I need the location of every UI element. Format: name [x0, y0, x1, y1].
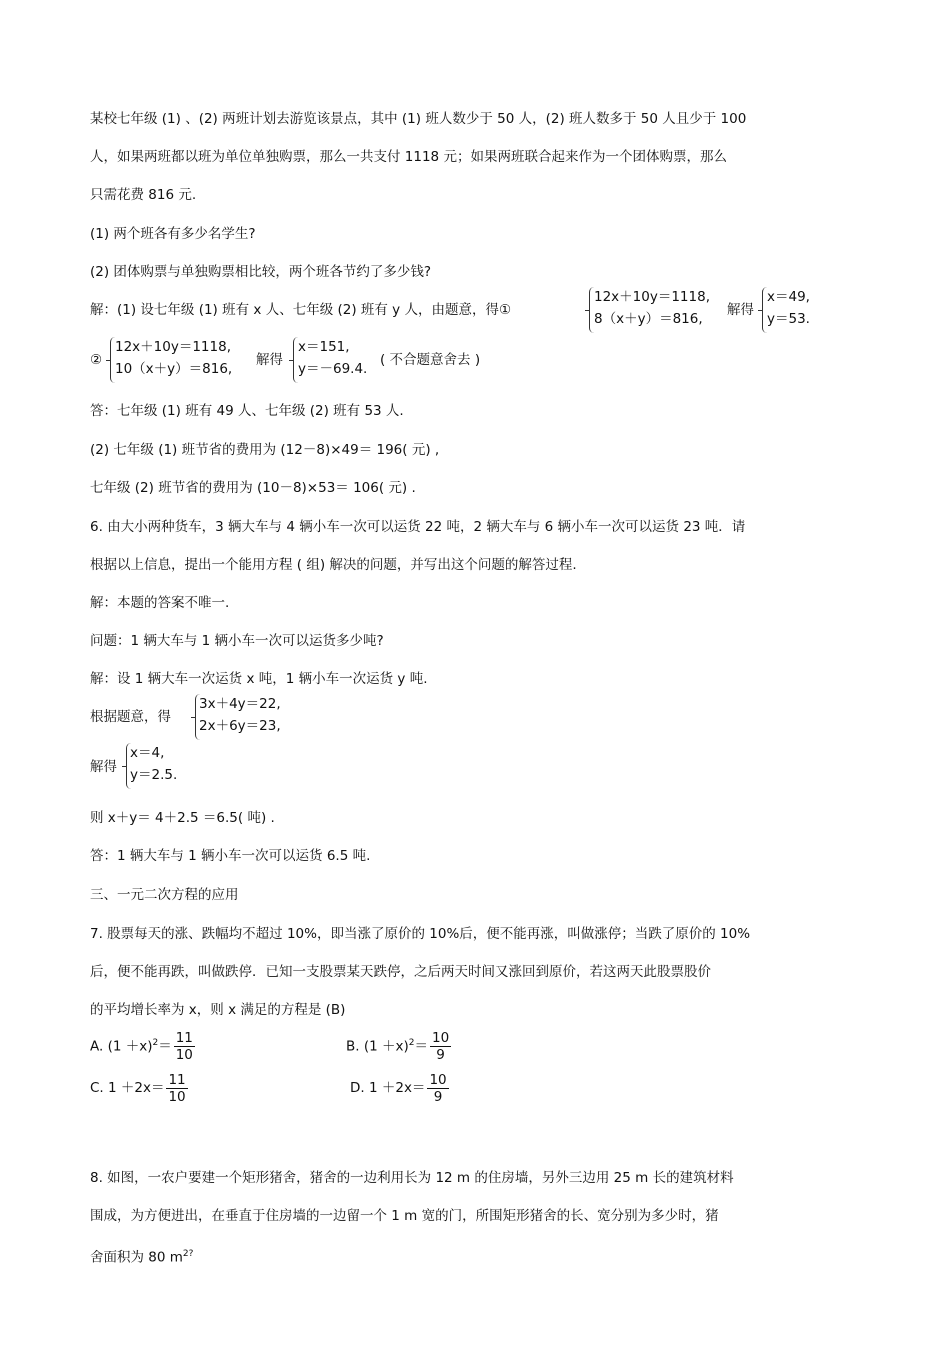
- solution-2: [298, 336, 367, 380]
- exponent: 2: [408, 1038, 415, 1048]
- p5-line-3: 只需花费 816 元.: [90, 187, 197, 203]
- p5-line-2: 人，如果两班都以班为单位单独购票，那么一共支付 1118 元；如果两班联合起来作为一个团体购票，那么: [90, 149, 727, 165]
- solution-1: [767, 286, 810, 330]
- denominator: 9: [433, 1088, 443, 1105]
- note: ( 不合题意舍去 ): [380, 352, 481, 368]
- p6-line-7: 则 x＋y＝ 4＋2.5 ＝6.5( 吨) .: [90, 810, 275, 826]
- p8-line-3: [90, 1244, 193, 1268]
- p8-line-1: 8. 如图，一农户要建一个矩形猪舍，猪舍的一边利用长为 12 m 的住房墙，另外三边用 25 m 长的建筑材料: [90, 1170, 734, 1186]
- p5-line-1: 某校七年级 (1) 、(2) 两班计划去游览该景点，其中 (1) 班人数少于 50 人，(2) 班人数多于 50 人且少于 100: [90, 111, 747, 127]
- p5-question-2: (2) 团体购票与单独购票相比较，两个班各节约了多少钱?: [90, 264, 432, 280]
- solve-label: 解得: [90, 759, 117, 775]
- p6-line-5: 解：设 1 辆大车一次运货 x 吨，1 辆小车一次运货 y 吨.: [90, 671, 428, 687]
- equation: 3x＋4y＝22,: [199, 696, 281, 712]
- equals: ＝: [158, 1038, 172, 1055]
- p8-line-2: 围成，为方便进出，在垂直于住房墙的一边留一个 1 m 宽的门，所围矩形猪舍的长、宽分别为多少时，猪: [90, 1208, 719, 1224]
- denominator: 10: [175, 1047, 193, 1063]
- fraction: [427, 1072, 448, 1105]
- equation: y＝2.5.: [130, 767, 178, 783]
- fraction: [430, 1030, 451, 1063]
- equation: y＝－69.4.: [298, 361, 368, 377]
- equation-system-1: [594, 286, 710, 330]
- p6-line-6: 根据题意，得: [90, 709, 171, 725]
- fraction: [166, 1072, 187, 1105]
- exponent: 2: [152, 1038, 159, 1048]
- p6-line-1: 6. 由大小两种货车，3 辆大车与 4 辆小车一次可以运货 22 吨，2 辆大车与 6 辆小车一次可以运货 23 吨．请: [90, 519, 746, 535]
- p5-solution-intro: 解：(1) 设七年级 (1) 班有 x 人、七年级 (2) 班有 y 人，由题意，得①: [90, 302, 512, 318]
- equation: x＝151,: [298, 339, 350, 355]
- p5-answer-2b: 七年级 (2) 班节省的费用为 (10－8)×53＝ 106( 元) .: [90, 480, 416, 496]
- exponent: 2?: [182, 1249, 194, 1259]
- equation: 10（x＋y）＝816,: [115, 361, 233, 377]
- p5-answer-2a: (2) 七年级 (1) 班节省的费用为 (12－8)×49＝ 196( 元) ,: [90, 442, 440, 458]
- equation: 2x＋6y＝23,: [199, 718, 281, 734]
- option-a-text: A. (1 ＋x): [90, 1038, 153, 1055]
- p6-line-2: 根据以上信息，提出一个能用方程 ( 组) 解决的问题，并写出这个问题的解答过程.: [90, 557, 577, 573]
- equation: x＝49,: [767, 289, 810, 305]
- numerator: 10: [429, 1071, 447, 1088]
- option-c-text: C. 1 ＋2x＝: [90, 1080, 165, 1096]
- option-b: [346, 1025, 453, 1065]
- equation: x＝4,: [130, 745, 165, 761]
- p5-question-1: (1) 两个班各有多少名学生?: [90, 226, 256, 242]
- option-b-text: B. (1 ＋x): [346, 1038, 409, 1055]
- option-c: [90, 1070, 190, 1106]
- equation-system-2: [115, 336, 232, 380]
- p6-line-3: 解：本题的答案不唯一.: [90, 595, 230, 611]
- circled-2: ②: [90, 352, 103, 368]
- numerator: 10: [431, 1030, 450, 1046]
- equals: ＝: [414, 1038, 428, 1055]
- solve-label: 解得: [256, 352, 283, 368]
- equation: y＝53.: [767, 311, 810, 327]
- fraction: [174, 1030, 195, 1063]
- p7-line-2: 后，便不能再跌，叫做跌停．已知一支股票某天跌停，之后两天时间又涨回到原价，若这两天此股票股价: [90, 964, 711, 980]
- p8-line-3-text: 舍面积为 80 m: [90, 1249, 183, 1266]
- p7-line-3: 的平均增长率为 x，则 x 满足的方程是 (B): [90, 1002, 346, 1018]
- option-d: [350, 1070, 451, 1106]
- p6-line-4: 问题：1 辆大车与 1 辆小车一次可以运货多少吨?: [90, 633, 384, 649]
- p7-line-1: 7. 股票每天的涨、跌幅均不超过 10%，即当涨了原价的 10%后，便不能再涨，叫做涨停；当跌了原价的 10%: [90, 926, 751, 942]
- equation: 8（x＋y）＝816,: [594, 311, 703, 327]
- section-heading: 三、一元二次方程的应用: [90, 887, 239, 903]
- equation: 12x＋10y＝1118,: [594, 289, 710, 305]
- p6-line-8: 答：1 辆大车与 1 辆小车一次可以运货 6.5 吨.: [90, 848, 371, 864]
- option-d-text: D. 1 ＋2x＝: [350, 1080, 426, 1096]
- solve-label: 解得: [727, 302, 754, 318]
- numerator: 11: [168, 1071, 186, 1088]
- solution-3: [130, 742, 177, 786]
- numerator: 11: [175, 1030, 193, 1046]
- option-a: [90, 1025, 197, 1065]
- equation-system-3: [199, 693, 281, 737]
- equation: 12x＋10y＝1118,: [115, 339, 231, 355]
- p5-answer-1: 答：七年级 (1) 班有 49 人、七年级 (2) 班有 53 人.: [90, 403, 404, 419]
- denominator: 9: [436, 1047, 445, 1063]
- denominator: 10: [168, 1088, 186, 1105]
